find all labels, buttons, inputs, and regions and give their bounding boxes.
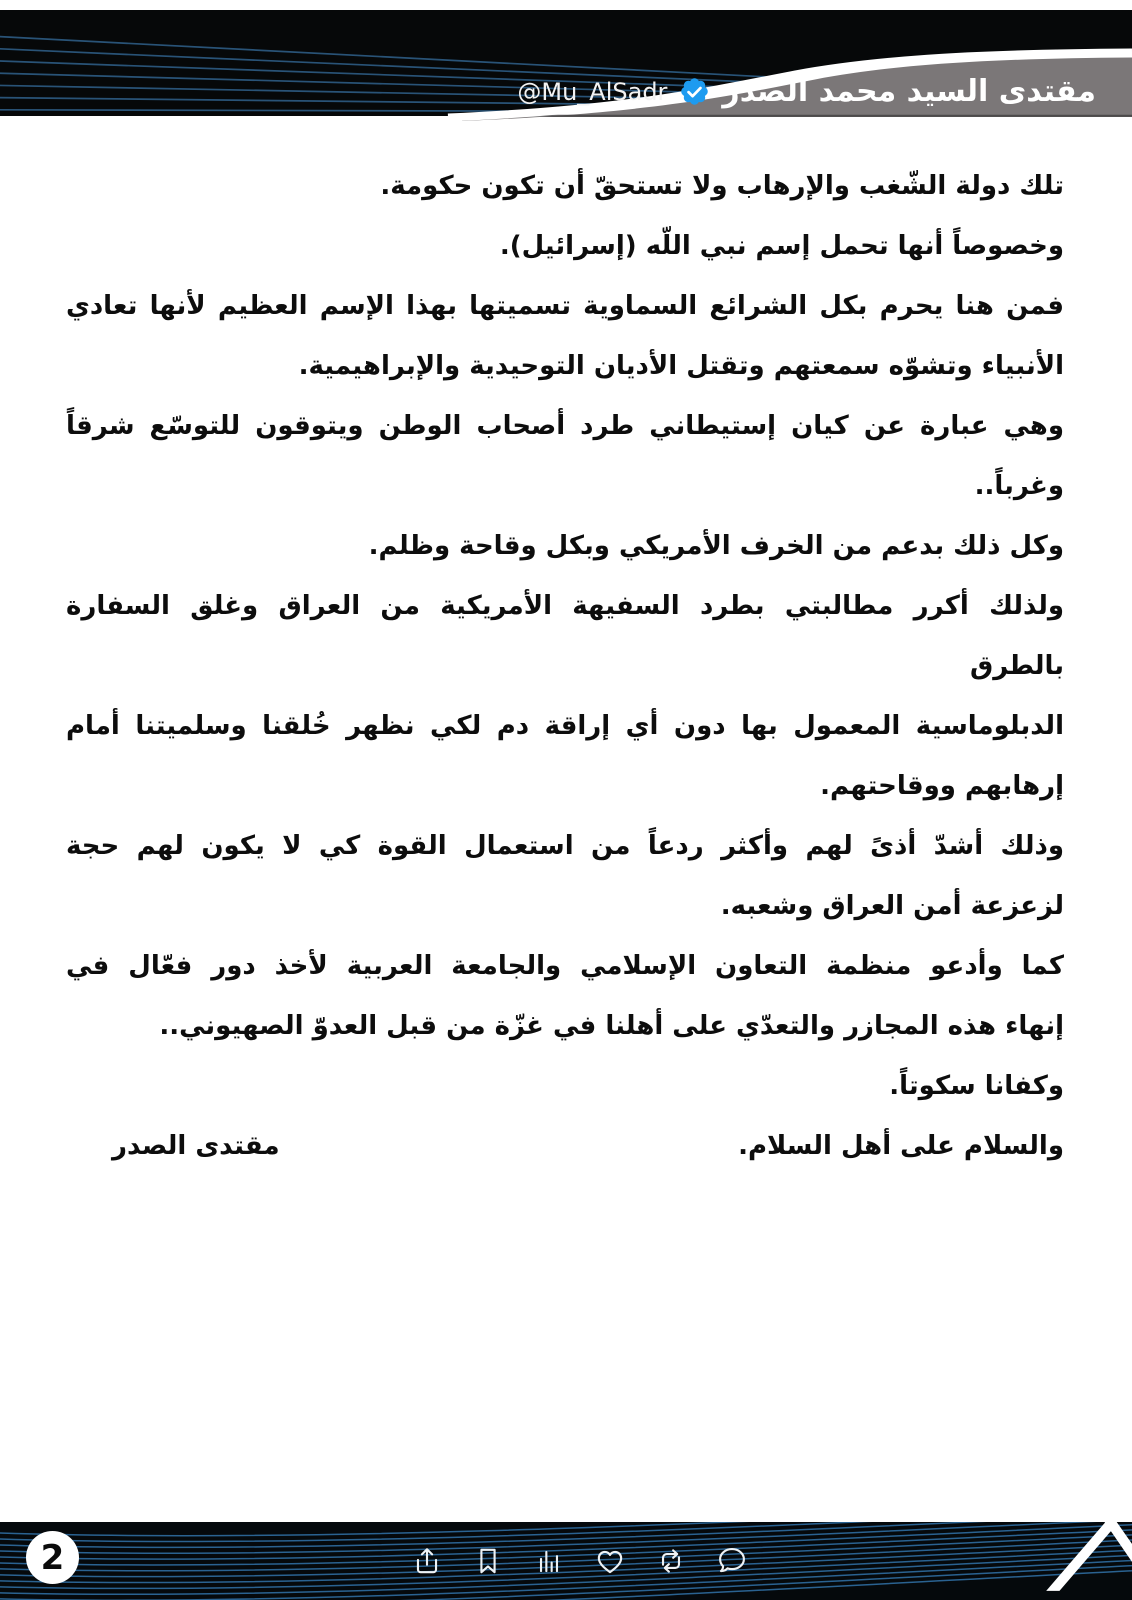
text-line: الأنبياء وتشوّه سمعتهم وتقتل الأديان التوحيدية والإبراهيمية.	[298, 351, 1064, 381]
text-line: وهي عبارة عن كيان إستيطاني طرد أصحاب الوطن ويتوقون للتوسّع شرقاً	[66, 411, 1064, 441]
text-line: وكل ذلك بدعم من الخرف الأمريكي وبكل وقاحة وظلم.	[368, 531, 1064, 561]
reply-icon[interactable]	[715, 1544, 749, 1578]
paragraph	[66, 1056, 1064, 1116]
text-line: تلك دولة الشّغب والإرهاب ولا تستحقّ أن تكون حكومة.	[380, 171, 1064, 201]
paragraph	[66, 816, 1064, 936]
text-line: فمن هنا يحرم بكل الشرائع السماوية تسميتها بهذا الإسم العظيم لأنها تعادي	[66, 291, 1064, 321]
paragraph	[66, 936, 1064, 1056]
text-line: إرهابهم ووقاحتهم.	[820, 771, 1064, 801]
account-header	[517, 74, 1096, 109]
signature: مقتدى الصدر	[112, 1131, 280, 1161]
retweet-icon[interactable]	[654, 1544, 688, 1578]
text-line: وغرباً..	[974, 471, 1064, 501]
text-line: الدبلوماسية المعمول بها دون أي إراقة دم لكي نظهر خُلقنا وسلميتنا أمام	[66, 711, 1064, 741]
action-bar	[410, 1544, 749, 1578]
text-line: ولذلك أكرر مطالبتي بطرد السفيهة الأمريكية من العراق وغلق السفارة بالطرق	[66, 591, 1064, 681]
text-line: لزعزعة أمن العراق وشعبه.	[720, 891, 1064, 921]
page-number-badge	[26, 1531, 79, 1584]
text-line: إنهاء هذه المجازر والتعدّي على أهلنا في غزّة من قبل العدوّ الصهيوني..	[159, 1011, 1064, 1041]
account-handle: @Mu_AlSadr	[517, 77, 668, 106]
paragraph	[66, 576, 1064, 816]
post-body	[66, 156, 1064, 1176]
account-display-name: مقتدى السيد محمد الصدر	[722, 74, 1096, 109]
paragraph	[66, 156, 1064, 216]
text-line: وخصوصاً أنها تحمل إسم نبي اللّه (إسرائيل).	[499, 231, 1064, 261]
text-line: كما وأدعو منظمة التعاون الإسلامي والجامعة العربية لأخذ دور فعّال في	[66, 951, 1064, 981]
share-icon[interactable]	[410, 1544, 444, 1578]
header-banner-art	[0, 0, 1132, 130]
text-line: وكفانا سكوتاً.	[889, 1071, 1064, 1101]
paragraph	[66, 216, 1064, 276]
paragraph	[66, 396, 1064, 516]
x-logo-icon	[1046, 1437, 1132, 1591]
bookmark-icon[interactable]	[471, 1544, 505, 1578]
analytics-icon[interactable]	[532, 1544, 566, 1578]
like-icon[interactable]	[593, 1544, 627, 1578]
page-number: 2	[40, 1537, 65, 1578]
text-line: والسلام على أهل السلام.	[738, 1131, 1064, 1161]
verified-badge-icon	[679, 76, 710, 107]
paragraph	[66, 276, 1064, 396]
text-line: وذلك أشدّ أذىً لهم وأكثر ردعاً من استعمال القوة كي لا يكون لهم حجة	[66, 831, 1064, 861]
paragraph	[66, 516, 1064, 576]
